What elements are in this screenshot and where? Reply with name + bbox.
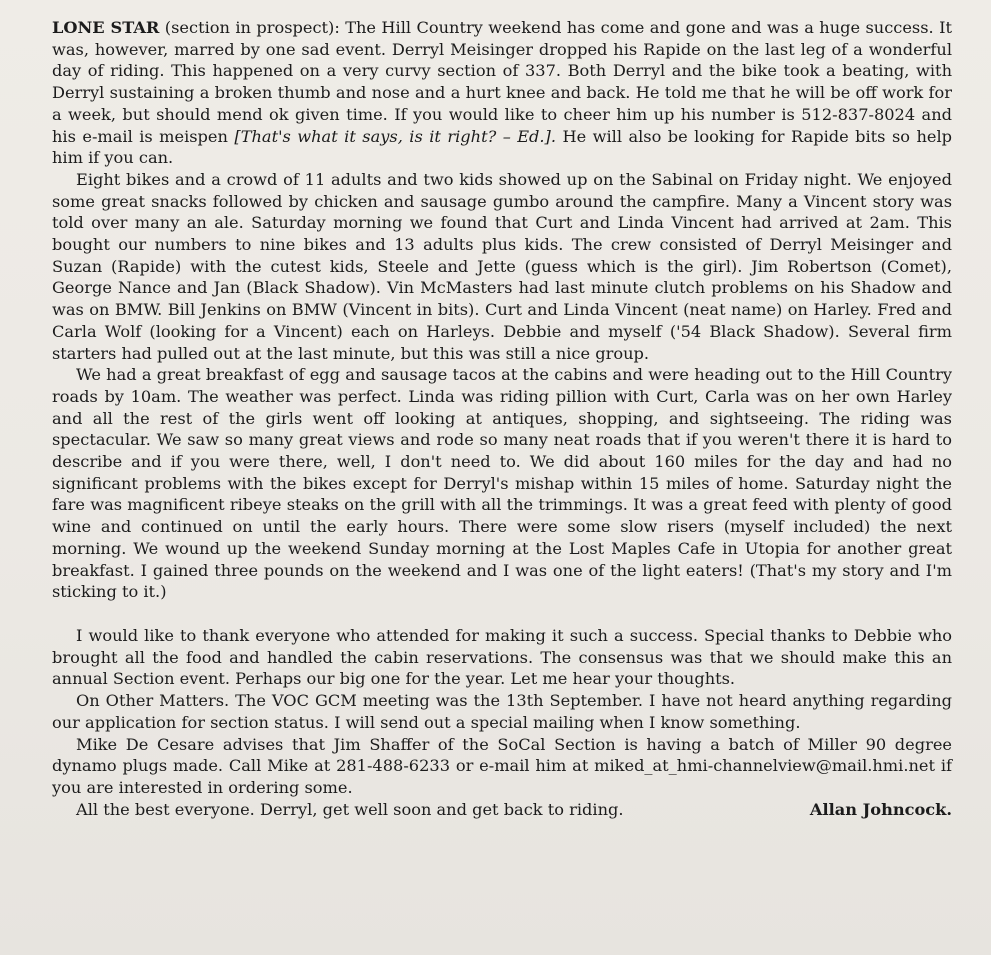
paragraph-attendees: Eight bikes and a crowd of 11 adults and two kids showed up on the Sabinal on Friday night. We enjoyed some great snacks followed by chicken and sausage gumbo around the campfire. Many a Vincent story was told over many an ale. Saturday morning we found that Curt and Linda Vincent had arrived at 2am. This bought our numbers to nine bikes and 13 adults plus kids. The crew consisted of Derryl Meisinger and Suzan (Rapide) with the cutest kids, Steele and Jette (guess which is the girl). Jim Robertson (Comet), George Nance and Jan (Black Shadow). Vin McMasters had last minute clutch problems on his Shadow and was on BMW. Bill Jenkins on BMW (Vincent in bits). Curt and Linda Vincent (neat name) on Harley. Fred and Carla Wolf (looking for a Vincent) each on Harleys. Debbie and myself ('54 Black Shadow). Several firm starters had pulled out at the last minute, but this was still a nice group. — [52, 169, 952, 363]
closing-text: All the best everyone. Derryl, get well soon and get back to riding. — [76, 799, 624, 819]
article-body — [52, 17, 952, 820]
paragraph-lone-star-intro — [52, 17, 952, 169]
intro-text: (section in prospect): The Hill Country weekend has come and gone and was a huge success. It was, however, marred by one sad event. Derryl Meisinger dropped his Rapide on the last leg of a wonderful day of riding. This happened on a very curvy section of 337. Both Derryl and the bike took a beating, with Derryl sustaining a broken thumb and nose and a hurt knee and back. He told me that he will be off work for a week, but should mend ok given time. If you would like to cheer him up his number is 512-837-8024 and his e-mail is meispen — [52, 18, 952, 146]
paragraph-ride-day: We had a great breakfast of egg and sausage tacos at the cabins and were heading out to the Hill Country roads by 10am. The weather was perfect. Linda was riding pillion with Curt, Carla was on her own Harley and all the rest of the girls went off looking at antiques, shopping, and sightseeing. The riding was spectacular. We saw so many great views and rode so many neat roads that if you weren't there it is hard to describe and if you were there, well, I don't need to. We did about 160 miles for the day and had no significant problems with the bikes except for Derryl's mishap within 15 miles of home. Saturday night the fare was magnificent ribeye steaks on the grill with all the trimmings. It was a great feed with plenty of good wine and continued on until the early hours. There were some slow risers (myself included) the next morning. We wound up the weekend Sunday morning at the Lost Maples Cafe in Utopia for another great breakfast. I gained three pounds on the weekend and I was one of the light eaters! (That's my story and I'm sticking to it.) — [52, 365, 952, 602]
paragraph-dynamo-plugs: Mike De Cesare advises that Jim Shaffer of the SoCal Section is having a batch of Miller 90 degree dynamo plugs made. Call Mike at 281-488-6233 or e-mail him at miked_at_hmi-channelview@mail.hmi.net if you are interested in ordering some. — [52, 734, 952, 797]
author-signature: Allan Johncock. — [809, 799, 952, 819]
paragraph-thanks: I would like to thank everyone who attended for making it such a success. Special thanks to Debbie who brought all the food and handled the cabin reservations. The consensus was that we should make this an annual Section event. Perhaps our big one for the year. Let me hear your thoughts. — [52, 625, 952, 689]
intro-text-end: He will also be looking for Rapide bits so help him if you can. — [52, 126, 952, 168]
paragraph-other-matters: On Other Matters. The VOC GCM meeting was the 13th September. I have not heard anything regarding our application for section status. I will send out a special mailing when I know something. — [52, 691, 952, 732]
section-heading: LONE STAR — [52, 18, 160, 37]
paragraph-closing — [52, 799, 952, 821]
editor-note: [That's what it says, is it right? – Ed.]. — [234, 126, 557, 146]
